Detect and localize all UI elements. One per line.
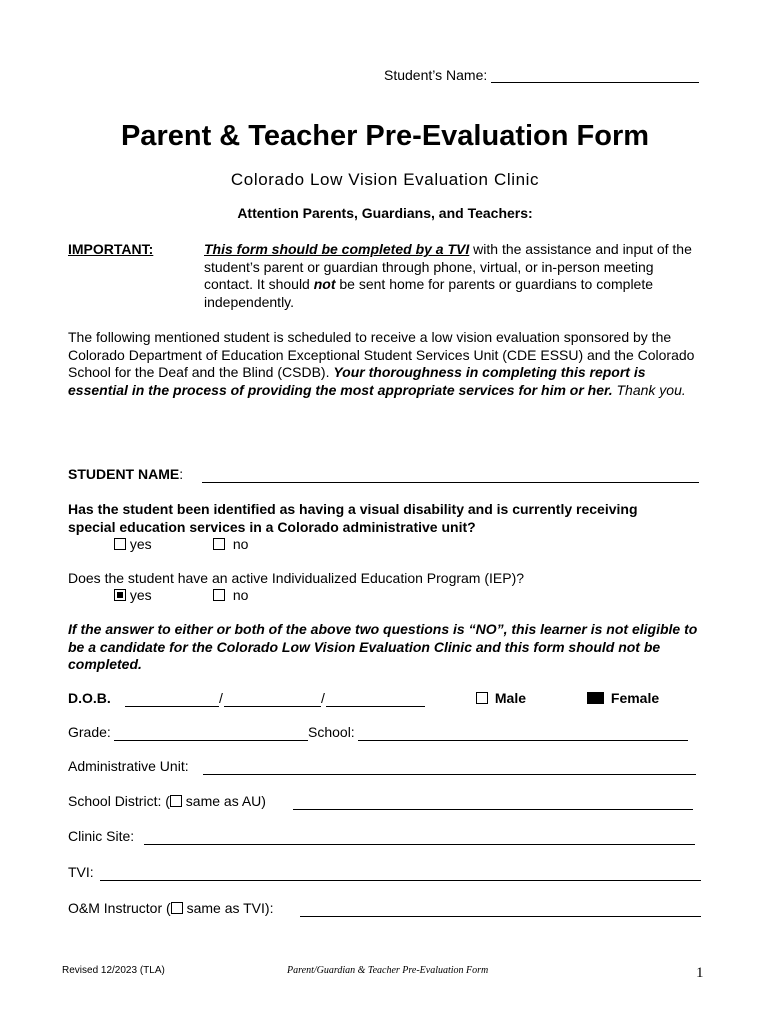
gender-female-option[interactable] — [587, 690, 659, 706]
om-instructor-row — [68, 900, 273, 916]
tvi-field[interactable] — [100, 864, 701, 881]
gender-male-checkbox[interactable] — [476, 692, 488, 704]
school-label: School: — [308, 724, 355, 740]
important-text-2: be sent home for parents or guardians to complete independently. — [204, 276, 654, 310]
q2-no-label: no — [232, 587, 249, 603]
page-subtitle: Colorado Low Vision Evaluation Clinic — [230, 170, 540, 189]
school-district-field[interactable] — [293, 793, 693, 810]
intro-thanks: Thank you. — [612, 381, 686, 398]
school-field[interactable] — [358, 724, 688, 741]
admin-unit-label: Administrative Unit: — [68, 758, 189, 774]
footer-page-number: 1 — [696, 965, 704, 981]
school-district-label: School District: ( — [68, 793, 170, 809]
page-title: Parent & Teacher Pre-Evaluation Form — [120, 120, 650, 152]
q1-no-checkbox[interactable] — [213, 538, 225, 550]
admin-unit-field[interactable] — [203, 758, 696, 775]
student-name-colon: : — [179, 466, 184, 482]
gender-male-option[interactable] — [476, 690, 526, 706]
dob-day-field[interactable] — [224, 690, 321, 707]
header-student-name — [384, 67, 699, 83]
q2-text: Does the student have an active Individualized Education Program (IEP)? — [68, 570, 525, 586]
q1-text: Has the student been identified as having a visual disability and is currently receiving special education services in a Colorado administrative unit? — [68, 501, 638, 535]
q2-yes-label: yes — [129, 587, 152, 603]
om-instructor-field[interactable] — [300, 900, 701, 917]
footer-form-name: Parent/Guardian & Teacher Pre-Evaluation Form — [287, 965, 489, 976]
gender-female-checkbox[interactable] — [587, 692, 604, 704]
important-label: IMPORTANT: — [68, 241, 154, 257]
footer-revised: Revised 12/2023 (TLA) — [62, 965, 165, 976]
q2-yes-option[interactable] — [114, 587, 152, 603]
student-name-field[interactable] — [202, 466, 699, 483]
gender-female-label: Female — [610, 690, 660, 706]
om-instructor-label: O&M Instructor ( — [68, 900, 171, 916]
school-district-same-label: same as AU) — [181, 793, 266, 809]
important-text-1: with the assistance and input of the student’s parent or guardian through phone, virtual, or in-person meeting contact. It should — [204, 241, 692, 292]
important-emphasis: This form should be completed by a TVI — [204, 241, 470, 257]
attention-heading: Attention Parents, Guardians, and Teachers: — [237, 205, 533, 221]
q2-no-checkbox[interactable] — [213, 589, 225, 601]
intro-emphasis: Your thoroughness in completing this report is essential in the process of providing the most appropriate services for him or her. — [68, 364, 646, 398]
eligibility-warning: If the answer to either or both of the above two questions is “NO”, this learner is not eligible to be a candidate for the Colorado Low Vision Evaluation Clinic and this form should not be completed. — [68, 621, 698, 672]
grade-field[interactable] — [114, 724, 308, 741]
school-district-row — [68, 793, 266, 809]
intro-paragraph — [68, 329, 708, 399]
q1-no-label: no — [232, 536, 249, 552]
student-name-row — [68, 466, 183, 482]
om-same-checkbox[interactable] — [171, 902, 183, 914]
clinic-site-label: Clinic Site: — [68, 828, 135, 844]
q2-no-option[interactable] — [213, 587, 248, 603]
q1-no-option[interactable] — [213, 536, 248, 552]
clinic-site-field[interactable] — [144, 828, 695, 845]
school-district-same-checkbox[interactable] — [170, 795, 182, 807]
q1-yes-label: yes — [129, 536, 152, 552]
q2-yes-checkbox[interactable] — [114, 589, 126, 601]
dob-label: D.O.B. — [68, 690, 111, 706]
tvi-label: TVI: — [68, 864, 94, 880]
header-student-name-label: Student’s Name: — [384, 67, 488, 83]
intro-text: The following mentioned student is scheduled to receive a low vision evaluation sponsored by the Colorado Department of Education Exceptional Student Services Unit (CDE ESSU) and the Colorado School for the Deaf and the Blind (CSDB). — [68, 329, 695, 380]
dob-separator-1: / — [219, 690, 223, 706]
dob-year-field[interactable] — [326, 690, 425, 707]
student-name-label: STUDENT NAME — [68, 466, 180, 482]
q1-yes-option[interactable] — [114, 536, 152, 552]
q1-yes-checkbox[interactable] — [114, 538, 126, 550]
important-not: not — [313, 276, 336, 292]
gender-male-label: Male — [494, 690, 527, 706]
important-text — [204, 241, 704, 311]
grade-label: Grade: — [68, 724, 111, 740]
header-student-name-field[interactable] — [491, 82, 699, 83]
dob-month-field[interactable] — [125, 690, 219, 707]
om-same-label: same as TVI): — [182, 900, 274, 916]
dob-separator-2: / — [321, 690, 325, 706]
